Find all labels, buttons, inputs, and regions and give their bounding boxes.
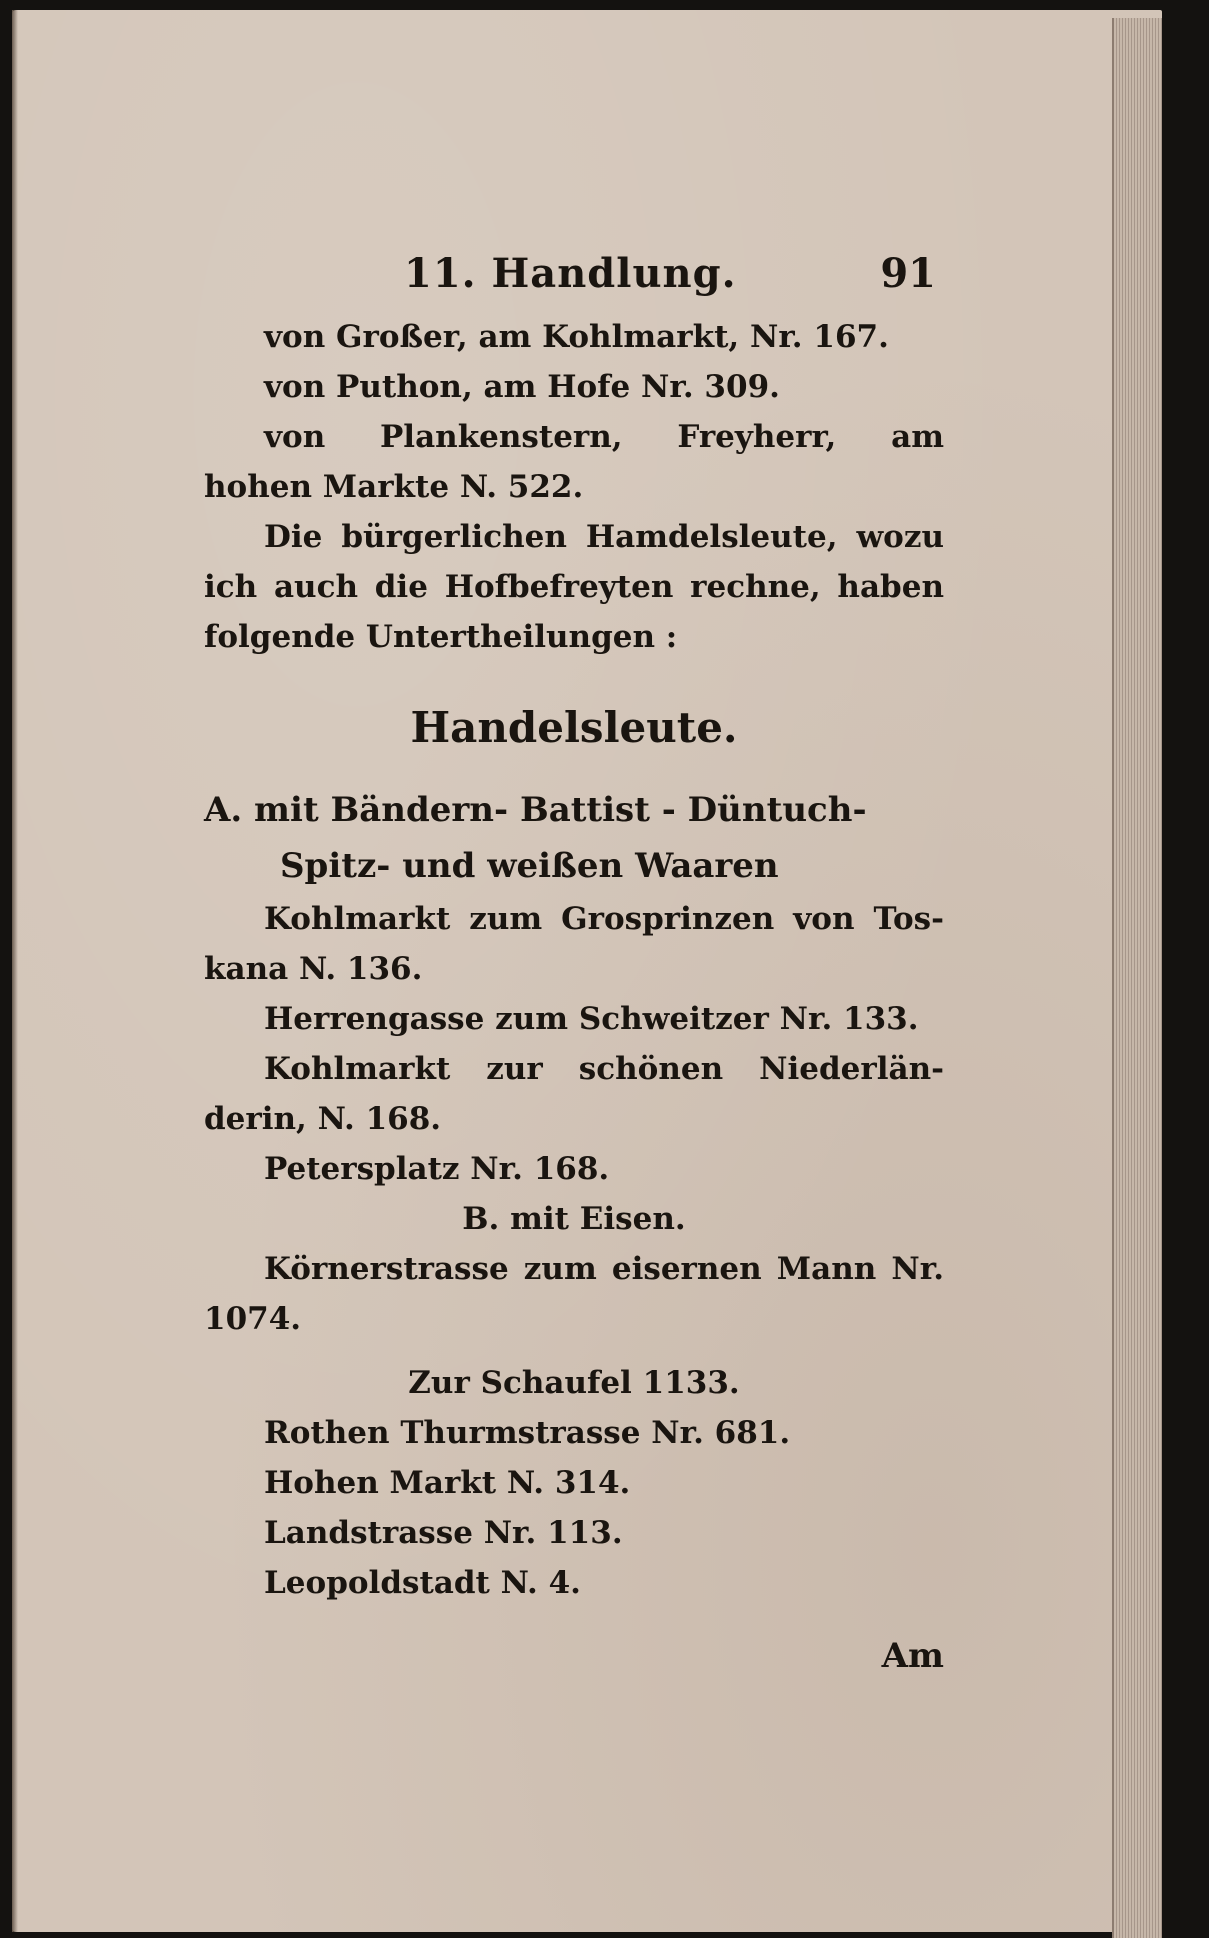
list-item: Leopoldstadt N. 4.	[264, 1565, 581, 1601]
list-item: Hohen Markt N. 314.	[264, 1465, 631, 1501]
intro-line: von Plankenstern, Freyherr, am	[264, 419, 944, 455]
section-heading: Handelsleute.	[410, 703, 738, 752]
list-item: 1074.	[204, 1301, 302, 1337]
list-item: kana N. 136.	[204, 951, 423, 987]
list-item: derin, N. 168.	[204, 1101, 442, 1137]
intro-line: von Großer, am Kohlmarkt, Nr. 167.	[264, 319, 889, 355]
paper-page	[12, 10, 1162, 1932]
catchword: Am	[881, 1636, 944, 1676]
list-item: Herrengasse zum Schweitzer Nr. 133.	[264, 1001, 919, 1037]
text-block	[204, 232, 944, 1686]
intro-line: folgende Untertheilungen :	[204, 619, 678, 655]
running-title: 11. Handlung.	[404, 250, 737, 297]
list-item: Zur Schaufel 1133.	[408, 1365, 740, 1401]
running-head	[204, 232, 944, 312]
category-a-heading-continued: Spitz- und weißen Waaren	[280, 846, 779, 886]
intro-line: Die bürgerlichen Hamdelsleute, wozu	[264, 519, 944, 555]
intro-line: von Puthon, am Hofe Nr. 309.	[264, 369, 780, 405]
intro-line: ich auch die Hofbefreyten rechne, haben	[204, 569, 944, 605]
intro-line: hohen Markte N. 522.	[204, 469, 584, 505]
category-a-heading: A. mit Bändern- Battist - Düntuch-	[204, 790, 867, 830]
category-b-heading: B. mit Eisen.	[462, 1201, 686, 1237]
list-item: Körnerstrasse zum eisernen Mann Nr.	[264, 1251, 944, 1287]
list-item: Petersplatz Nr. 168.	[264, 1151, 610, 1187]
page-fore-edge	[1112, 18, 1162, 1938]
list-item: Kohlmarkt zum Grosprinzen von Tos-	[264, 901, 944, 937]
list-item: Landstrasse Nr. 113.	[264, 1515, 623, 1551]
list-item: Rothen Thurmstrasse Nr. 681.	[264, 1415, 791, 1451]
page-number: 91	[880, 250, 936, 297]
binding-shadow	[12, 10, 18, 1932]
list-item: Kohlmarkt zur schönen Niederlän-	[264, 1051, 944, 1087]
